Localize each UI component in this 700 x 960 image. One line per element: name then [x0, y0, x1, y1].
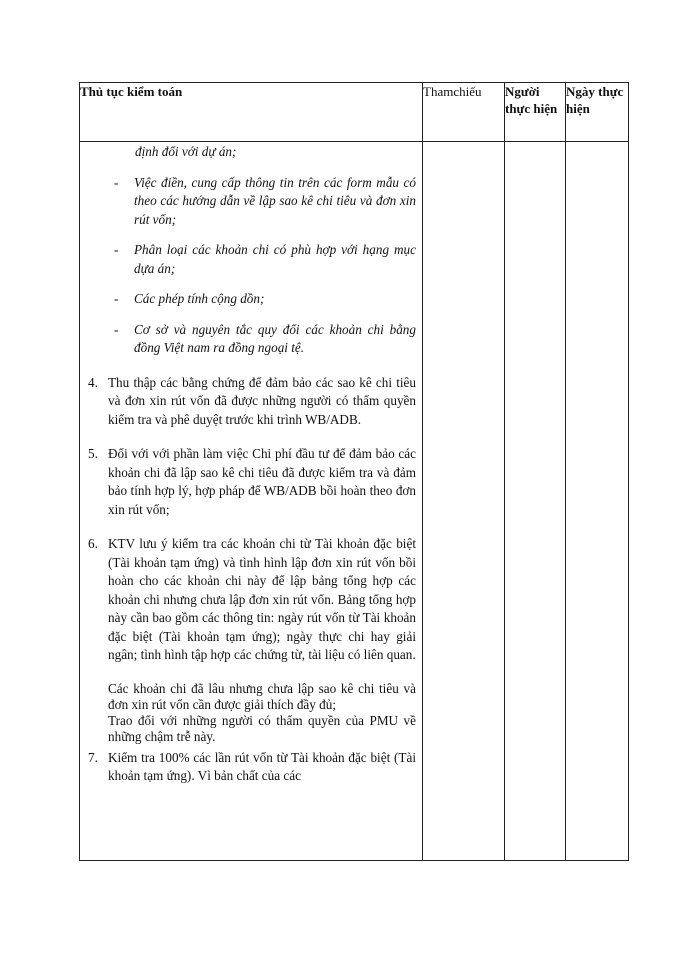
table-header-row — [80, 83, 629, 142]
item-text: Thu thập các bằng chứng để đảm bảo các sao kê chi tiêu và đơn xin rút vốn đã được những người có thẩm quyền kiểm tra và phê duyệt trước khi trình WB/ADB. — [108, 374, 416, 427]
numbered-item — [88, 535, 416, 665]
header-date: Ngày thực hiện — [566, 83, 629, 142]
bullet-text: Việc điền, cung cấp thông tin trên các form mẫu có theo các hướng dẫn về lập sao kê chi tiêu và đơn xin rút vốn; — [134, 174, 416, 227]
performer-cell — [505, 142, 566, 861]
numbered-item — [88, 445, 416, 519]
item-number: 7. — [88, 749, 98, 765]
discussion-paragraph: Trao đổi với những người có thẩm quyền của PMU về những chậm trễ này. — [108, 712, 416, 744]
item-number: 6. — [88, 536, 98, 551]
list-item — [88, 290, 416, 309]
continuation-text: định đổi với dự án; — [135, 144, 237, 159]
bullet-dash: - — [114, 321, 119, 337]
item-number: 5. — [88, 446, 98, 461]
explanation-paragraph: Các khoản chi đã lâu nhưng chưa lập sao kê chi tiêu và đơn xin rút vốn cần được giải thích đầy đủ; — [108, 680, 416, 712]
procedure-cell — [80, 142, 423, 861]
table-row — [80, 142, 629, 861]
header-performer: Người thực hiện — [505, 83, 566, 142]
bullet-text: Cơ sở và nguyên tắc quy đổi các khoản chi bằng đồng Việt nam ra đồng ngoại tệ. — [134, 321, 416, 355]
item-text: Kiểm tra 100% các lần rút vốn từ Tài khoản đặc biệt (Tài khoản tạm ứng). Vì bản chất của các — [108, 749, 416, 783]
bullet-text: Các phép tính cộng dồn; — [134, 291, 265, 306]
list-item — [88, 174, 416, 230]
header-reference: Thamchiếu — [423, 83, 505, 142]
reference-cell — [423, 142, 505, 861]
bullet-dash: - — [114, 174, 119, 190]
date-cell — [566, 142, 629, 861]
bullet-text: Phân loại các khoản chi có phù hợp với hạng mục dựa án; — [134, 242, 416, 276]
item-text: KTV lưu ý kiểm tra các khoản chi từ Tài khoản đặc biệt (Tài khoản tạm ứng) và tình hình lập đơn xin rút vốn bồi hoàn cho các khoản chi này để lập bảng tổng hợp các khoản chi nhưng chưa lập đơn xin rút vốn. Bảng tổng hợp này cần bao gồm các thông tin: ngày rút vốn từ Tài khoản đặc biệt (Tài khoản tạm ứng); ngày thực chi hay giải ngân; tình hình tập hợp các chứng từ, tài liệu có liên quan. — [108, 536, 416, 662]
bullet-dash: - — [114, 291, 119, 306]
header-procedure: Thủ tục kiểm toán — [80, 83, 423, 142]
item-number: 4. — [88, 374, 98, 390]
audit-procedure-table — [79, 82, 629, 861]
item-text: Đối với với phần làm việc Chi phí đầu tư để đảm bảo các khoản chi đã lập sao kê chi tiêu đã được kiểm tra và đảm bảo tính hợp lý, hợp pháp để WB/ADB bồi hoàn theo đơn xin rút vốn; — [108, 446, 416, 517]
numbered-item — [88, 374, 416, 430]
numbered-item — [88, 749, 416, 786]
list-item — [88, 241, 416, 278]
list-item — [88, 321, 416, 358]
bullet-dash: - — [114, 242, 119, 257]
